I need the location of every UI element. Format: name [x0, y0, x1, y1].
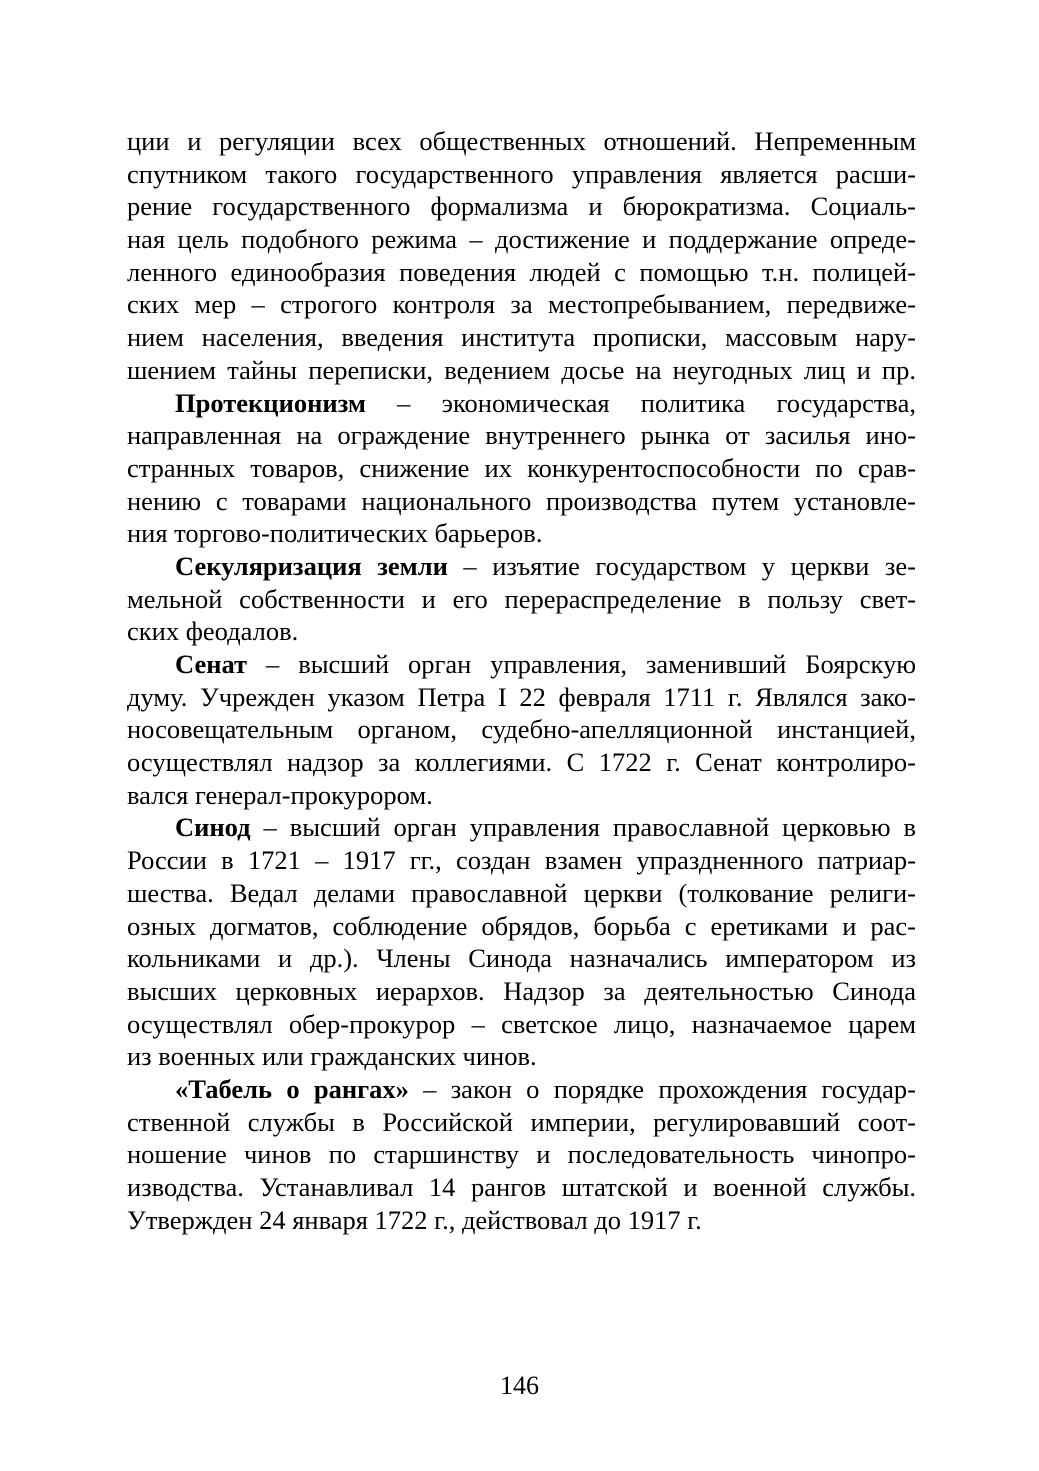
paragraph-senate — [127, 648, 916, 811]
text-line: нению с товарами национального производства путем установле- — [127, 485, 916, 516]
paragraph-continuation — [127, 125, 916, 387]
definition-text: – изъятие государством у церкви зе- — [447, 550, 916, 581]
paragraph-synod — [127, 811, 916, 1073]
text-line: ственной службы в Российской империи, регулировавший соот- — [127, 1106, 916, 1137]
text-line: Утвержден 24 января 1722 г., действовал до 1917 г. — [127, 1204, 702, 1235]
text-line: вался генерал-прокурором. — [127, 779, 433, 810]
definition-term: Секуляризация земли — [175, 550, 448, 581]
definition-text: – экономическая политика государства, — [365, 387, 916, 418]
paragraph-protectionism — [127, 387, 916, 550]
text-line — [127, 550, 916, 583]
text-line: ции и регуляции всех общественных отношений. Непременным — [127, 126, 916, 156]
text-line: носовещательным органом, судебно-апелляционной инстанцией, — [127, 714, 916, 745]
text-line: высших церковных иерархов. Надзор за деятельностью Синода — [127, 975, 916, 1006]
text-line: осуществлял обер-прокурор – светское лицо, назначаемое царем — [127, 1008, 916, 1039]
text-line: нием населения, введения института прописки, массовым нару- — [127, 322, 916, 353]
text-line: ленного единообразия поведения людей с помощью т.н. полицей- — [127, 256, 916, 287]
definition-term: Синод — [175, 812, 251, 843]
paragraph-table-of-ranks — [127, 1073, 916, 1236]
text-line: спутником такого государственного управления является расши- — [127, 158, 916, 189]
text-line — [127, 1073, 916, 1106]
page-number: 146 — [500, 1371, 539, 1400]
text-line: озных догматов, соблюдение обрядов, борьба с еретиками и рас- — [127, 910, 916, 941]
definition-text: – закон о порядке прохождения государ- — [408, 1073, 916, 1104]
text-line — [127, 811, 916, 844]
text-line: России в 1721 – 1917 гг., создан взамен упраздненного патриар- — [127, 845, 916, 876]
text-line: думу. Учрежден указом Петра I 22 февраля 1711 г. Являлся зако- — [127, 681, 916, 712]
text-line — [127, 387, 916, 420]
definition-text: – высший орган управления, заменивший Боярскую — [247, 649, 916, 679]
page-body-text — [127, 125, 916, 1236]
text-line: мельной собственности и его перераспределение в пользу свет- — [127, 583, 916, 614]
text-line: ских мер – строгого контроля за местопребыванием, передвиже- — [127, 289, 916, 320]
text-line: кольниками и др.). Члены Синода назначались императором из — [127, 943, 916, 974]
definition-text: – высший орган управления православной церковью в — [250, 812, 916, 843]
paragraph-secularization — [127, 550, 916, 648]
text-line: осуществлял надзор за коллегиями. С 1722 г. Сенат контролиро- — [127, 747, 916, 778]
text-line: из военных или гражданских чинов. — [127, 1041, 537, 1072]
text-line: рение государственного формализма и бюрократизма. Социаль- — [127, 191, 916, 222]
text-line — [127, 648, 916, 681]
text-line: ношение чинов по старшинству и последовательность чинопро- — [127, 1139, 916, 1170]
text-line: шением тайны переписки, ведением досье на неугодных лиц и пр. — [127, 354, 916, 385]
text-line: направленная на ограждение внутреннего рынка от засилья ино- — [127, 420, 916, 451]
definition-term: Протекционизм — [175, 387, 366, 418]
text-line: странных товаров, снижение их конкурентоспособности по срав- — [127, 452, 916, 483]
text-line: ния торгово-политических барьеров. — [127, 518, 543, 549]
definition-term: «Табель о рангах» — [175, 1073, 409, 1104]
text-line: шества. Ведал делами православной церкви (толкование религи- — [127, 877, 916, 908]
text-line: изводства. Устанавливал 14 рангов штатской и военной службы. — [127, 1172, 916, 1202]
text-line: ная цель подобного режима – достижение и поддержание опреде- — [127, 224, 916, 255]
text-line: ских феодалов. — [127, 616, 299, 647]
definition-term: Сенат — [175, 649, 248, 679]
